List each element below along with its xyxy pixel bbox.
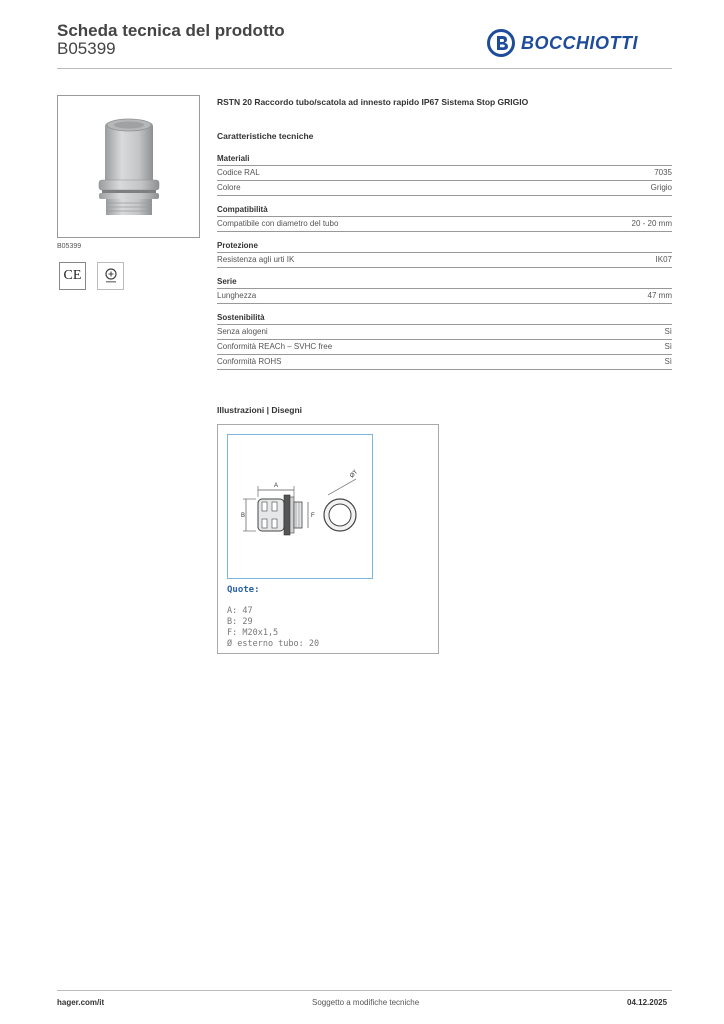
spec-label: Senza alogeni <box>217 327 268 336</box>
dim-label-diameter: ØT <box>349 469 360 480</box>
product-name: RSTN 20 Raccordo tubo/scatola ad innesto rapido IP67 Sistema Stop GRIGIO <box>217 97 529 107</box>
spec-value: Sì <box>664 357 672 366</box>
spec-label: Compatibile con diametro del tubo <box>217 219 339 228</box>
footer-note: Soggetto a modifiche tecniche <box>312 998 420 1007</box>
specs-heading: Caratteristiche tecniche <box>217 131 314 141</box>
spec-group-title: Sostenibilità <box>217 309 672 325</box>
document-title: Scheda tecnica del prodotto <box>57 21 285 40</box>
spec-label: Conformità REACh – SVHC free <box>217 342 333 351</box>
spec-row <box>217 355 672 370</box>
spec-group-title: Materiali <box>217 150 672 166</box>
spec-group-title: Compatibilità <box>217 201 672 217</box>
spec-group-materiali <box>217 150 672 196</box>
spec-label: Colore <box>217 183 241 192</box>
quote-line: A: 47 <box>227 606 253 616</box>
product-code-heading: B05399 <box>57 39 116 58</box>
spec-group-protezione <box>217 237 672 268</box>
product-image-caption: B05399 <box>57 243 82 250</box>
quote-line: B: 29 <box>227 617 253 627</box>
spec-value: 7035 <box>654 168 672 177</box>
fitting-drawing-icon <box>228 435 372 578</box>
spec-value: Sì <box>664 342 672 351</box>
spec-value: 20 - 20 mm <box>631 219 672 228</box>
dim-label-b: B <box>241 513 246 519</box>
quote-line: F: M20x1,5 <box>227 628 279 638</box>
spec-row <box>217 340 672 355</box>
specs-table <box>217 150 672 375</box>
dim-label-f: F <box>311 513 315 519</box>
bocchiotti-logo-icon <box>487 29 515 57</box>
spec-row <box>217 325 672 340</box>
brand-name: BOCCHIOTTI <box>521 32 638 53</box>
spec-group-compatibilita <box>217 201 672 232</box>
spec-value: IK07 <box>655 255 672 264</box>
spec-label: Codice RAL <box>217 168 260 177</box>
quotes-title: Quote: <box>227 585 260 595</box>
quote-line: Ø esterno tubo: 20 <box>227 639 320 649</box>
spec-label: Lunghezza <box>217 291 257 300</box>
spec-group-serie <box>217 273 672 304</box>
spec-label: Resistenza agli urti IK <box>217 255 295 264</box>
spec-row <box>217 289 672 304</box>
spec-group-sostenibilita <box>217 309 672 370</box>
spec-group-title: Protezione <box>217 237 672 253</box>
header-divider <box>57 68 672 69</box>
footer-date: 04.12.2025 <box>627 998 668 1007</box>
ce-mark-icon: CE <box>59 262 86 290</box>
spec-value: 47 mm <box>647 291 672 300</box>
spec-value: Sì <box>664 327 672 336</box>
illustration-panel <box>217 424 439 654</box>
spec-value: Grigio <box>650 183 672 192</box>
spec-row <box>217 253 672 268</box>
technical-drawing <box>227 434 373 579</box>
fitting-photo-icon <box>58 96 199 237</box>
footer-website-link[interactable]: hager.com/it <box>57 998 105 1007</box>
spec-label: Conformità ROHS <box>217 357 282 366</box>
product-image <box>57 95 200 238</box>
illustrations-heading: Illustrazioni | Disegni <box>217 405 303 415</box>
certification-seal-icon <box>97 262 124 290</box>
dim-label-a: A <box>273 483 279 489</box>
spec-row <box>217 217 672 232</box>
spec-row <box>217 181 672 196</box>
spec-group-title: Serie <box>217 273 672 289</box>
spec-row <box>217 166 672 181</box>
footer-divider <box>57 990 672 991</box>
bocchiotti-logo <box>487 29 638 57</box>
